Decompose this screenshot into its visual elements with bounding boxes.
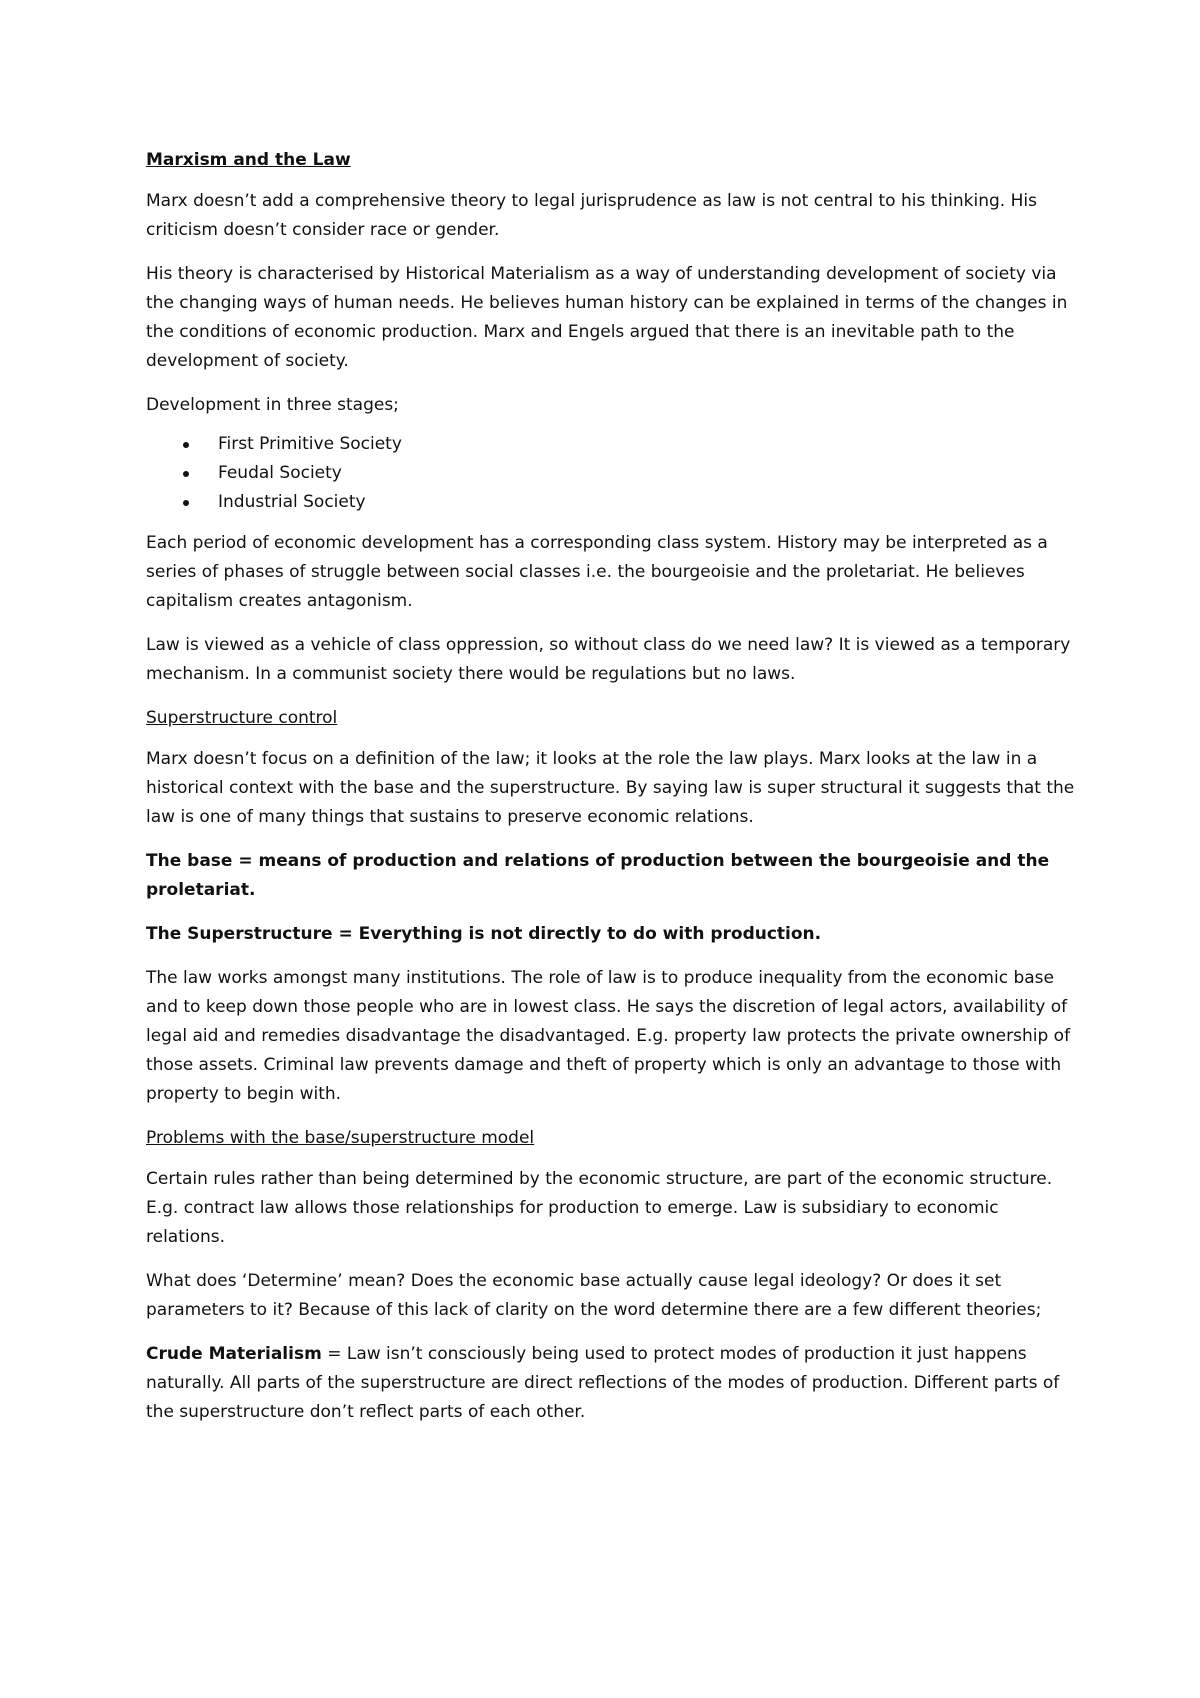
subheading-superstructure-control: Superstructure control (146, 708, 338, 728)
document-title: Marxism and the Law (146, 150, 351, 170)
list-item (146, 459, 1076, 488)
paragraph-stages-intro: Development in three stages; (146, 395, 399, 415)
paragraph-historical-materialism: His theory is characterised by Historical Materialism as a way of understanding development of society via the changing ways of human needs. He believes human history can be explained in terms of the changes in the conditions of economic production. Marx and Engels argued that there is an inevitable path to the development of society. (146, 264, 1068, 371)
paragraph-institutions: The law works amongst many institutions. The role of law is to produce inequality from the economic base and to keep down those people who are in lowest class. He says the discretion of legal actors, availability of legal aid and remedies disadvantage the disadvantaged. E.g. property law protects the private ownership of those assets. Criminal law prevents damage and theft of property which is only an advantage to those with property to begin with. (146, 968, 1071, 1104)
bullet-icon (183, 471, 189, 477)
definition-superstructure: The Superstructure = Everything is not directly to do with production. (146, 924, 822, 944)
stages-list (146, 430, 1076, 517)
subheading-problems: Problems with the base/superstructure model (146, 1128, 535, 1148)
bullet-icon (183, 442, 189, 448)
crude-materialism-text: = Law isn’t consciously being used to protect modes of production it just happens naturally. All parts of the superstructure are direct reflections of the modes of production. Different parts of the superstructure don’t reflect parts of each other. (146, 1344, 1060, 1422)
list-item (146, 488, 1076, 517)
paragraph-class-oppression: Law is viewed as a vehicle of class oppression, so without class do we need law? It is viewed as a temporary mechanism. In a communist society there would be regulations but no laws. (146, 635, 1071, 684)
paragraph-crude-materialism (146, 1340, 1076, 1427)
term-crude-materialism: Crude Materialism (146, 1344, 322, 1364)
list-item (146, 430, 1076, 459)
paragraph-determine: What does ‘Determine’ mean? Does the economic base actually cause legal ideology? Or does it set parameters to it? Because of this lack of clarity on the word determine there are a few different theories; (146, 1271, 1042, 1320)
paragraph-role-of-law: Marx doesn’t focus on a definition of the law; it looks at the role the law plays. Marx looks at the law in a historical context with the base and the superstructure. By saying law is super structural it suggests that the law is one of many things that sustains to preserve economic relations. (146, 749, 1075, 827)
definition-base: The base = means of production and relations of production between the bourgeoisie and the proletariat. (146, 851, 1050, 900)
paragraph-intro: Marx doesn’t add a comprehensive theory to legal jurisprudence as law is not central to his thinking. His criticism doesn’t consider race or gender. (146, 191, 1037, 240)
list-item-label: Industrial Society (218, 492, 366, 512)
document-page (146, 146, 1076, 1442)
paragraph-class-system: Each period of economic development has a corresponding class system. History may be interpreted as a series of phases of struggle between social classes i.e. the bourgeoisie and the proletariat. He believes capitalism creates antagonism. (146, 533, 1048, 611)
bullet-icon (183, 500, 189, 506)
list-item-label: Feudal Society (218, 463, 342, 483)
list-item-label: First Primitive Society (218, 434, 402, 454)
paragraph-economic-structure: Certain rules rather than being determined by the economic structure, are part of the economic structure. E.g. contract law allows those relationships for production to emerge. Law is subsidiary to economic relations. (146, 1169, 1053, 1247)
